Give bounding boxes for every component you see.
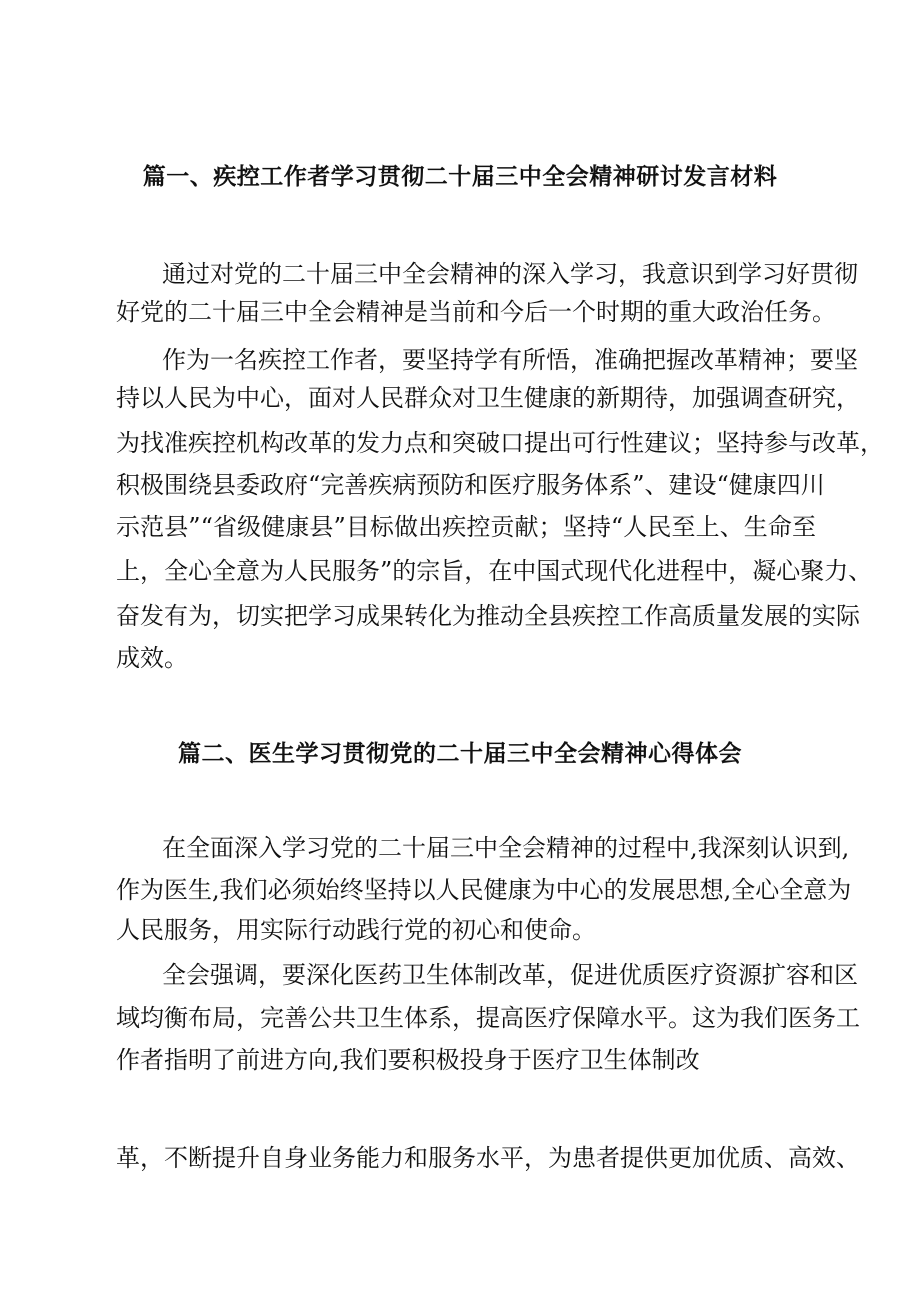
s2-p1-line-3: 人民服务，用实际行动践行党的初心和使命。 bbox=[116, 916, 596, 944]
s1-p2-line-4: 积极围绕县委政府“完善疾病预防和医疗服务体系”、建设“健康四川 bbox=[116, 471, 825, 499]
s1-p2-line-3: 为找准疾控机构改革的发力点和突破口提出可行性建议；坚持参与改革， bbox=[116, 429, 884, 457]
s1-p1-line-1: 通过对党的二十届三中全会精神的深入学习，我意识到学习好贯彻 bbox=[162, 260, 858, 288]
s2-continuation-line: 革，不断提升自身业务能力和服务水平，为患者提供更加优质、高效、 bbox=[116, 1144, 860, 1172]
s1-p2-line-5: 示范县”“省级健康县”目标做出疾控贡献；坚持“人民至上、生命至 bbox=[116, 513, 816, 541]
s1-p2-line-1: 作为一名疾控工作者，要坚持学有所悟，准确把握改革精神；要坚 bbox=[162, 346, 858, 374]
s1-p1-line-2: 好党的二十届三中全会精神是当前和今后一个时期的重大政治任务。 bbox=[116, 298, 836, 326]
section-2-title: 篇二、医生学习贯彻党的二十届三中全会精神心得体会 bbox=[178, 741, 742, 767]
s1-p2-line-8: 成效。 bbox=[116, 644, 188, 672]
s2-p1-line-2: 作为医生,我们必须始终坚持以人民健康为中心的发展思想,全心全意为 bbox=[116, 876, 852, 904]
section-1-title: 篇一、疾控工作者学习贯彻二十届三中全会精神研讨发言材料 bbox=[142, 164, 778, 190]
s2-p2-line-2: 域均衡布局，完善公共卫生体系，提高医疗保障水平。这为我们医务工 bbox=[116, 1004, 860, 1032]
s2-p1-line-1: 在全面深入学习党的二十届三中全会精神的过程中,我深刻认识到, bbox=[162, 834, 850, 862]
s2-p2-line-3: 作者指明了前进方向,我们要积极投身于医疗卫生体制改 bbox=[116, 1046, 700, 1074]
s1-p2-line-2: 持以人民为中心，面对人民群众对卫生健康的新期待，加强调查研究， bbox=[116, 384, 860, 412]
s2-p2-line-1: 全会强调，要深化医药卫生体制改革，促进优质医疗资源扩容和区 bbox=[162, 961, 858, 989]
s1-p2-line-6: 上，全心全意为人民服务”的宗旨，在中国式现代化进程中，凝心聚力、 bbox=[116, 557, 873, 585]
s1-p2-line-7: 奋发有为，切实把学习成果转化为推动全县疾控工作高质量发展的实际 bbox=[116, 602, 860, 630]
